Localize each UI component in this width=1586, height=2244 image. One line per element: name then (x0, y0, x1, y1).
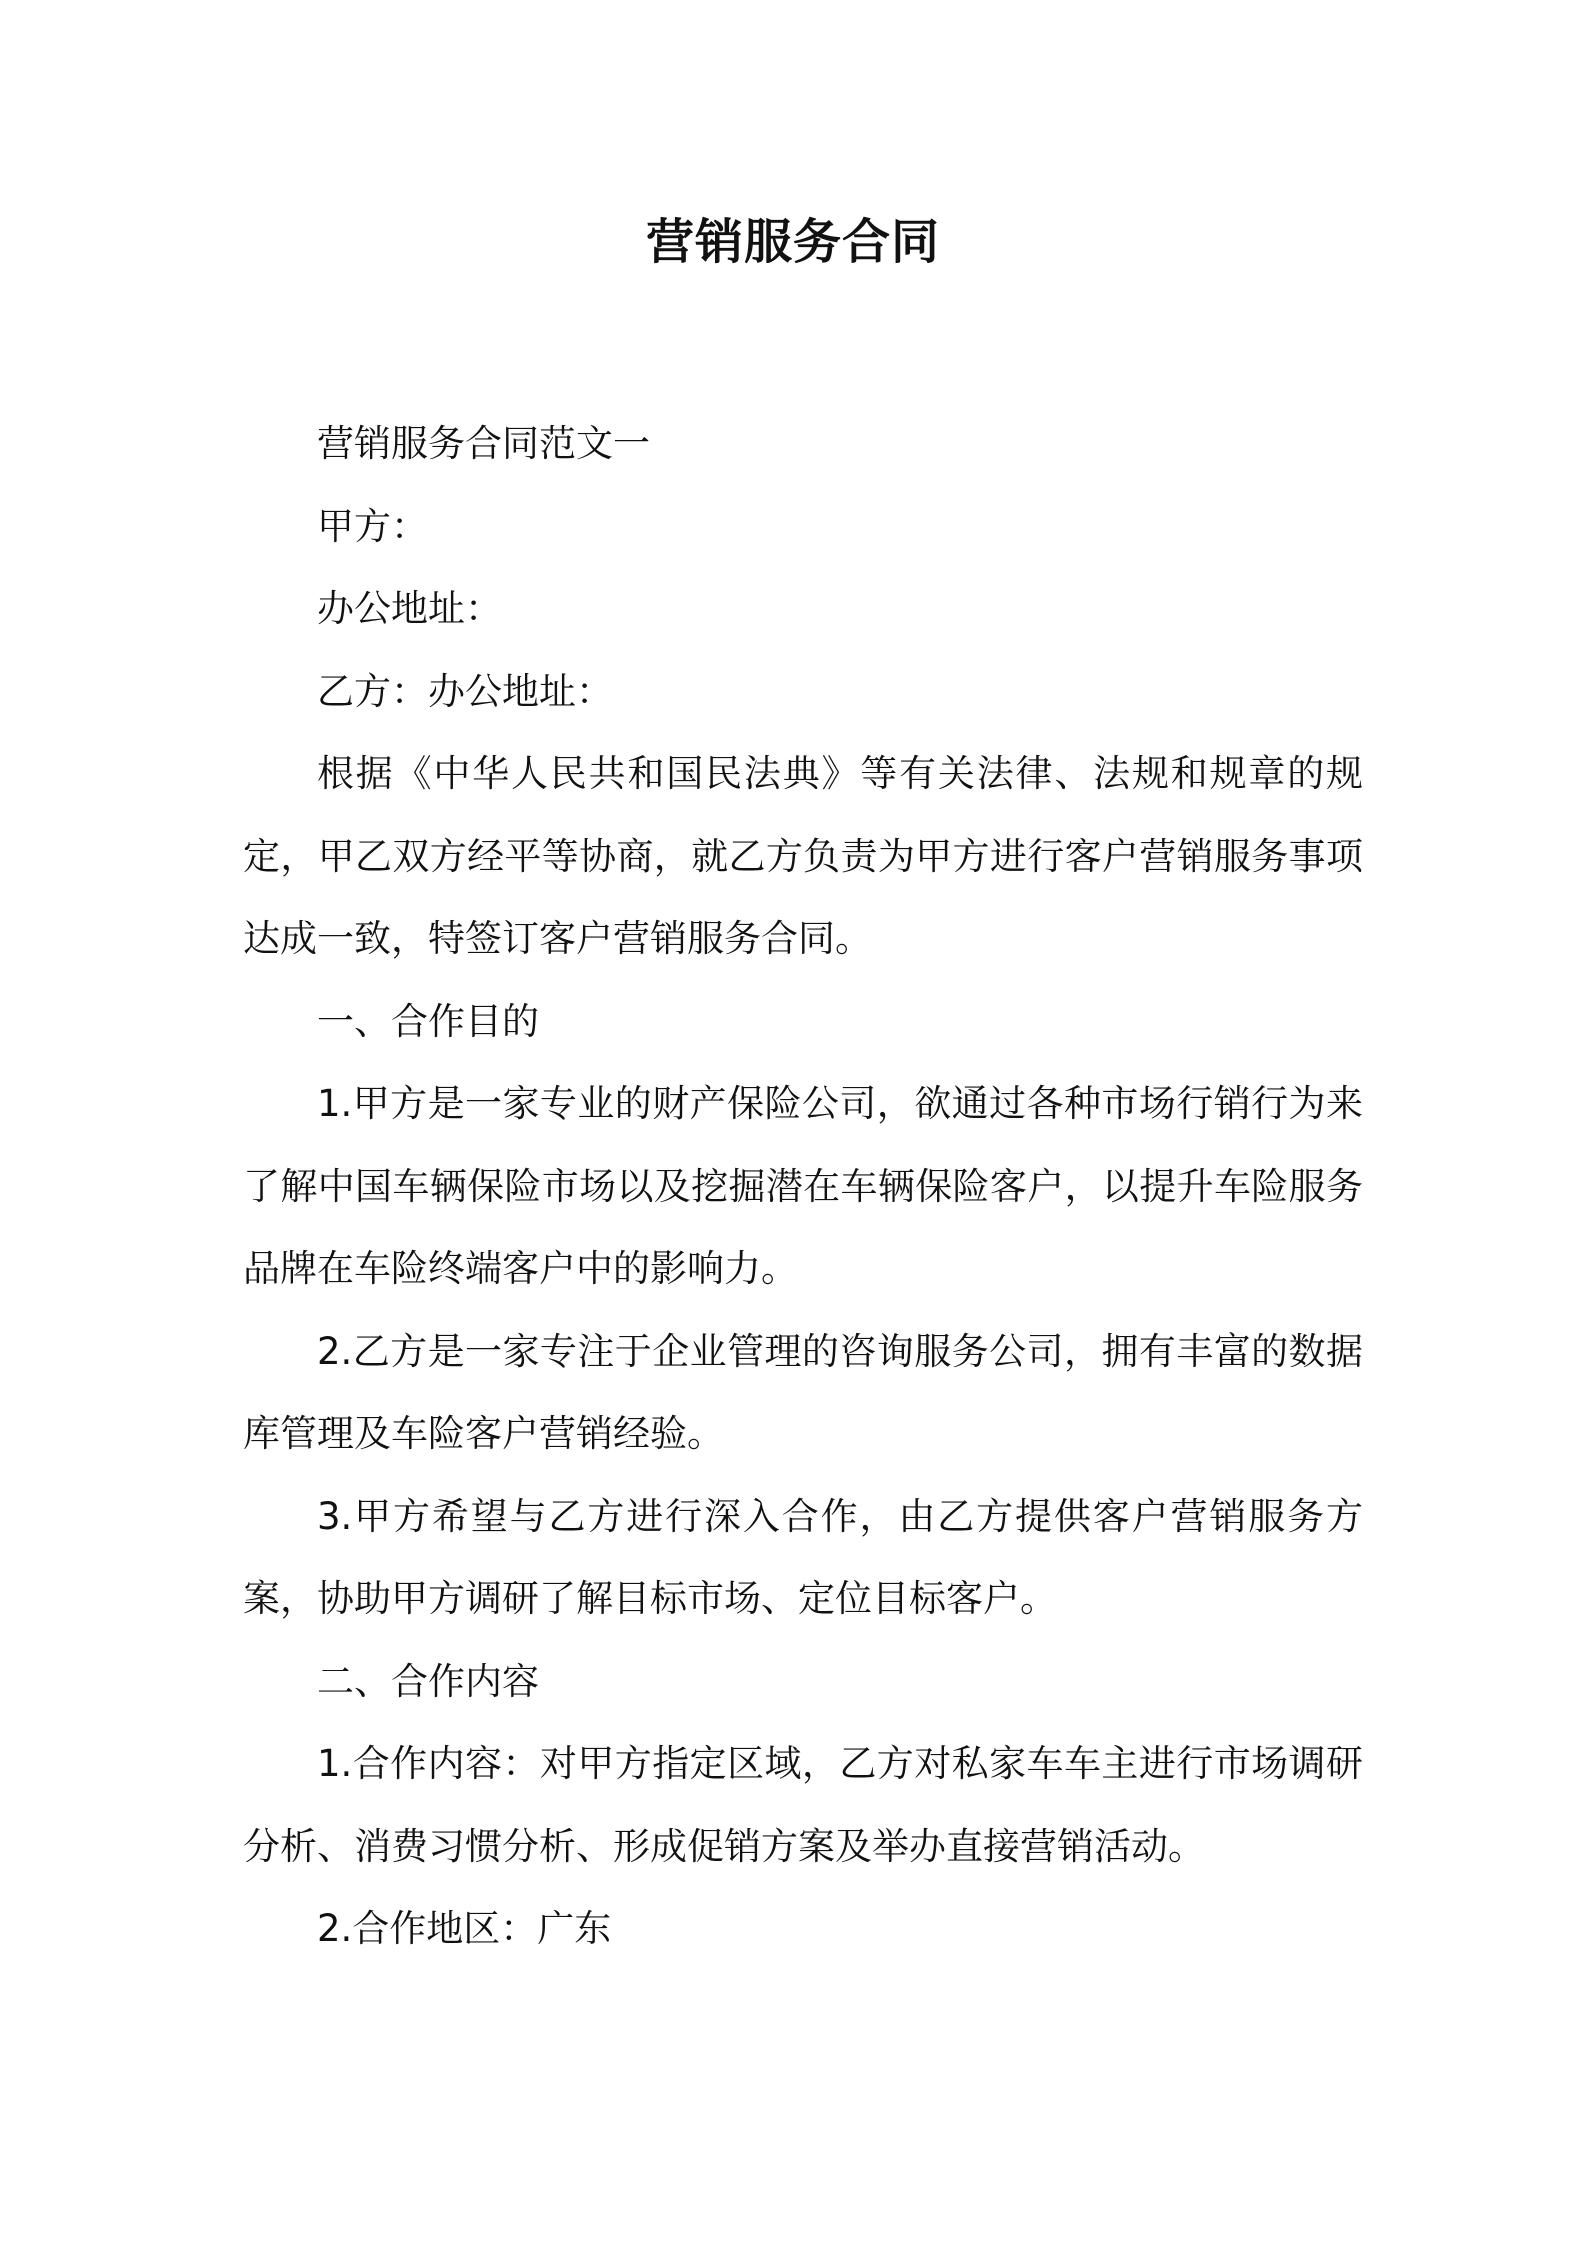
paragraph-preamble: 根据《中华人民共和国民法典》等有关法律、法规和规章的规定，甲乙双方经平等协商，就乙方负责为甲方进行客户营销服务事项达成一致，特签订客户营销服务合同。 (243, 752, 1363, 960)
paragraph-purpose-3: 3.甲方希望与乙方进行深入合作，由乙方提供客户营销服务方案，协助甲方调研了解目标市场、定位目标客户。 (243, 1494, 1363, 1620)
paragraph-party-b: 乙方：办公地址： (317, 669, 613, 713)
document-title: 营销服务合同 (645, 214, 940, 270)
paragraph-purpose-1: 1.甲方是一家专业的财产保险公司，欲通过各种市场行销行为来了解中国车辆保险市场以及挖掘潜在车辆保险客户，以提升车险服务品牌在车险终端客户中的影响力。 (243, 1082, 1363, 1290)
section-heading-purpose: 一、合作目的 (317, 999, 539, 1043)
paragraph-content-1: 1.合作内容：对甲方指定区域，乙方对私家车车主进行市场调研分析、消费习惯分析、形成促销方案及举办直接营销活动。 (243, 1742, 1363, 1868)
paragraph-purpose-2: 2.乙方是一家专注于企业管理的咨询服务公司，拥有丰富的数据库管理及车险客户营销经验。 (243, 1329, 1363, 1455)
paragraph-sample-heading: 营销服务合同范文一 (317, 422, 650, 465)
section-heading-content: 二、合作内容 (317, 1659, 539, 1703)
paragraph-party-a: 甲方： (317, 504, 428, 548)
paragraph-content-2: 2.合作地区：广东 (317, 1907, 612, 1950)
paragraph-party-a-address: 办公地址： (317, 587, 502, 630)
document-body (243, 403, 1363, 1971)
